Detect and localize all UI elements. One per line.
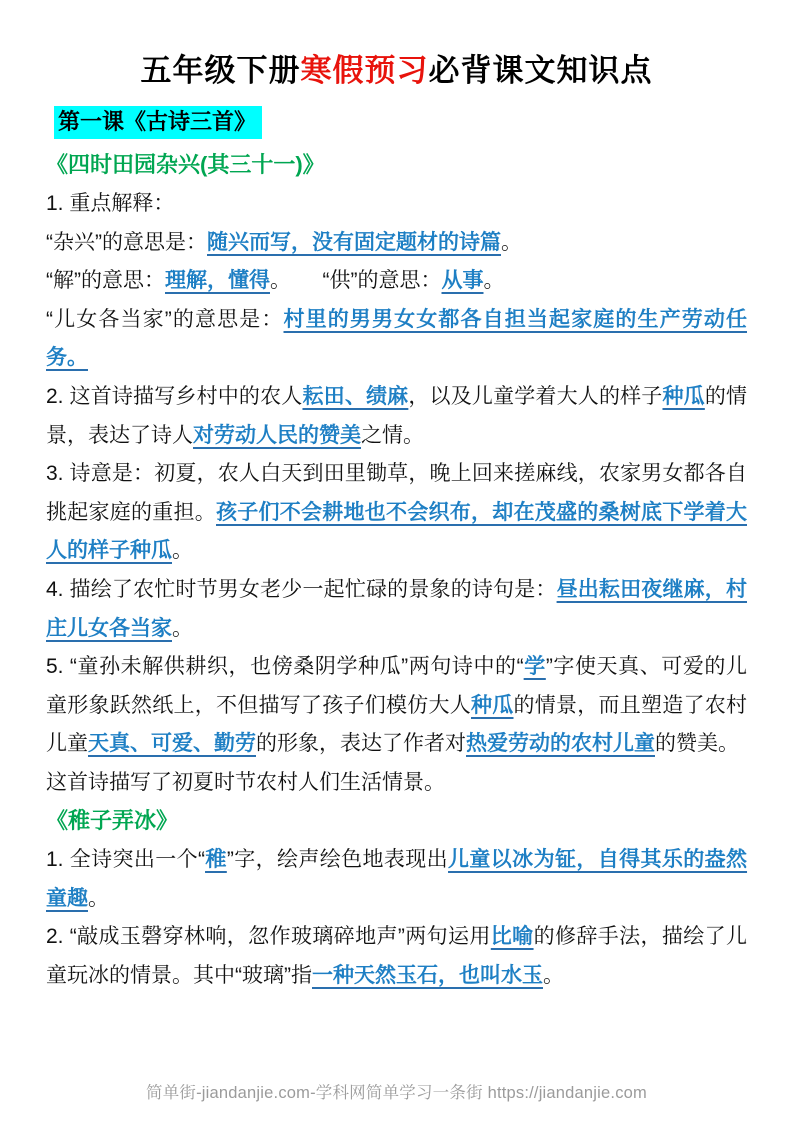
note-text: 3. 诗意是：初夏，农人白天到田里锄草，晚上回来搓麻线，农家男女都各自挑起家庭的重担。 [46,462,747,524]
page-title [46,0,747,89]
poem-subtitle: 《稚子弄冰》 [46,808,179,834]
note-paragraph [46,764,747,803]
answer-text: 热爱劳动的农村儿童 [466,732,655,756]
note-paragraph [46,918,747,995]
answer-text: 种瓜 [662,384,705,408]
note-text: 。 [88,886,109,910]
lesson-header-row [54,106,747,139]
note-text: 。 “供”的意思： [270,269,442,293]
note-paragraph [46,224,747,263]
title-part-grade: 五年级下册 [140,53,301,88]
note-text: 2. “敲成玉磬穿林响，忽作玻璃碎地声”两句运用 [46,925,491,949]
answer-text: 学 [523,655,546,679]
answer-text: 天真、可爱、勤劳 [88,732,256,756]
note-paragraph [46,378,747,455]
note-text: 的形象，表达了作者对 [256,732,466,756]
answer-text: 孩子们不会耕地也不会织布，却在茂盛的桑树底下学着大人的样子种瓜 [46,500,747,563]
answer-text: 比喻 [490,925,534,949]
answer-text: 稚 [205,848,227,872]
note-text: ，以及儿童学着大人的样子 [408,384,663,408]
note-text: ”字，绘声绘色地表现出 [226,848,449,872]
note-text: 。 [483,269,505,293]
note-text: 2. 这首诗描写乡村中的农人 [46,384,303,408]
answer-text: 儿童以冰为钲，自得其乐的盎然童趣 [46,848,748,910]
note-text: 。 [172,616,193,640]
answer-text: 一种天然玉石，也叫水玉 [312,963,543,987]
note-text: 。 [543,963,564,987]
note-text: “解”的意思： [46,269,165,293]
answer-text: 随兴而写，没有固定题材的诗篇 [207,230,501,254]
note-text: 4. 描绘了农忙时节男女老少一起忙碌的景象的诗句是： [46,577,557,601]
document-body [46,146,747,995]
note-text: 的情景，而且塑造了农村儿童 [46,693,747,756]
poem-subtitle: 《四时田园杂兴(其三十一)》 [46,152,325,178]
note-paragraph [46,455,747,571]
note-text: 的情景，表达了诗人 [46,384,748,447]
note-text: “儿女各当家”的意思是： [46,307,284,331]
answer-text: 对劳动人民的赞美 [193,423,361,447]
note-paragraph [46,262,747,301]
note-paragraph [46,841,747,918]
note-text: 1. 全诗突出一个“ [46,848,206,872]
note-text: 。 [172,539,193,563]
title-part-holiday-red: 寒假预习 [300,53,429,88]
note-paragraph [46,185,747,224]
note-paragraph [46,648,747,764]
note-text: 。 [501,230,522,254]
note-text: ”字使天真、可爱的儿童形象跃然纸上，不但描写了孩子们模仿大人 [46,655,748,717]
note-text: “杂兴”的意思是： [46,230,207,254]
note-text: 5. “童孙未解供耕织，也傍桑阴学种瓜”两句诗中的“ [46,655,524,679]
lesson-header-highlight: 第一课《古诗三首》 [54,106,262,139]
note-text: 的赞美。 [655,732,739,756]
title-part-suffix: 必背课文知识点 [428,53,653,88]
answer-text: 理解，懂得 [165,269,270,293]
note-paragraph [46,301,747,378]
answer-text: 种瓜 [471,693,514,717]
note-text: 这首诗描写了初夏时节农村人们生活情景。 [46,770,445,794]
answer-text: 耘田、绩麻 [302,384,409,408]
answer-text: 从事 [441,269,484,293]
answer-text: 村里的男男女女都各自担当起家庭的生产劳动任务。 [46,307,747,370]
answer-text: 昼出耘田夜继麻，村庄儿女各当家 [46,577,747,640]
note-paragraph [46,571,747,648]
note-text: 之情。 [361,423,424,447]
note-text: 的修辞手法，描绘了儿童玩冰的情景。其中“玻璃”指 [46,925,748,987]
footer-watermark: 简单街-jiandanjie.com-学科网简单学习一条街 https://jiandanjie.com [146,1084,647,1102]
note-text: 1. 重点解释： [46,191,175,215]
